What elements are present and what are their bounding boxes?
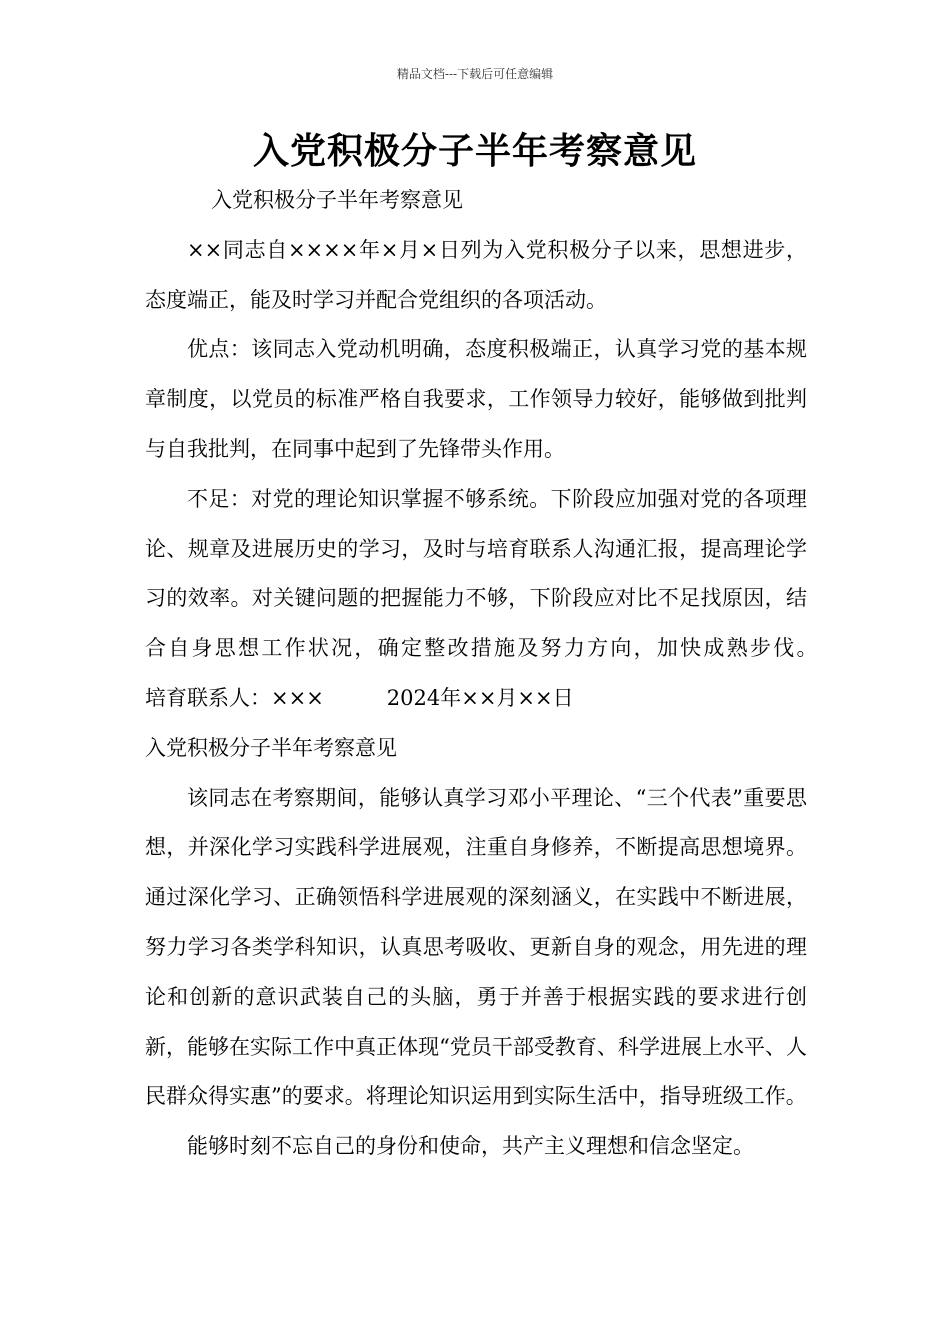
document-body [145,176,870,1172]
strengths-paragraph: 优点：该同志入党动机明确，态度积极端正，认真学习党的基本规章制度，以党员的标准严格自我要求，工作领导力较好，能够做到批判与自我批判，在同事中起到了先锋带头作用。 [145,337,807,461]
header-note: 精品文档---下载后可任意编辑 [396,67,554,81]
weaknesses-paragraph: 不足：对党的理论知识掌握不够系统。下阶段应加强对党的各项理论、规章及进展历史的学习，及时与培育联系人沟通汇报，提高理论学习的效率。对关键问题的把握能力不够，下阶段应对比不足找原因，结合自身思想工作状况，确定整改措施及努力方向，加快成熟步伐。 培育联系人：××× 2024年××月××日 [145,486,870,710]
intro-paragraph: ××同志自××××年×月×日列为入党积极分子以来，思想进步，态度端正，能及时学习并配合党组织的各项活动。 [145,237,807,312]
closing-paragraph: 能够时刻不忘自己的身份和使命，共产主义理想和信念坚定。 [187,1134,754,1159]
second-heading-paragraph: 入党积极分子半年考察意见 [145,735,397,760]
study-paragraph: 该同志在考察期间，能够认真学习邓小平理论、“三个代表”重要思想，并深化学习实践科学进展观，注重自身修养，不断提高思想境界。通过深化学习、正确领悟科学进展观的深刻涵义，在实践中不断进展，努力学习各类学科知识，认真思考吸收、更新自身的观念，用先进的理论和创新的意识武装自己的头脑，勇于并善于根据实践的要求进行创新，能够在实际工作中真正体现“党员干部受教育、科学进展上水平、人民群众得实惠”的要求。将理论知识运用到实际生活中，指导班级工作。 [145,785,807,1109]
document-title: 入党积极分子半年考察意见 [252,131,697,172]
subtitle-paragraph: 入党积极分子半年考察意见 [211,188,463,212]
